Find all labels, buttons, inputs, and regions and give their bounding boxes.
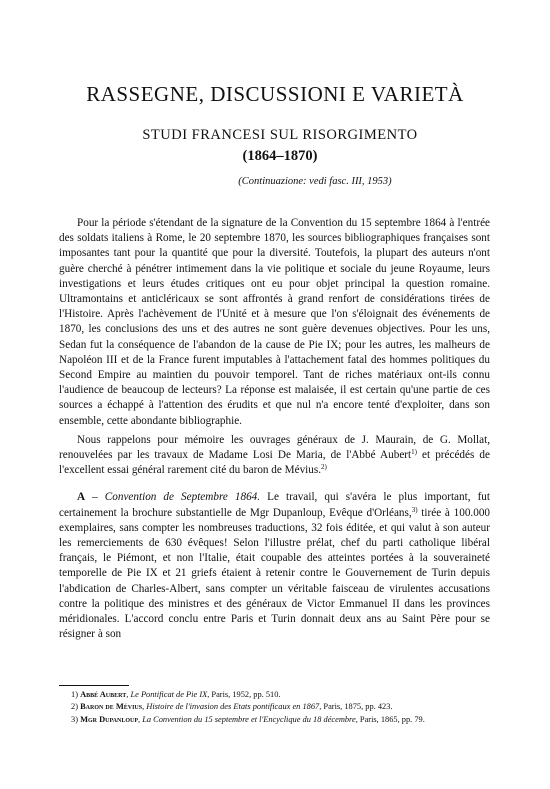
footnotes <box>59 689 490 726</box>
article-years: (1864–1870) <box>242 148 318 164</box>
footnote-1: 1) Abbé Aubert, Le Pontificat de Pie IX, Paris, 1952, pp. 510. <box>71 690 281 699</box>
paragraph-3-text-b: tirée à 100.000 exemplaires, sans compter les nombreuses traductions, 32 fois éditée, et qui valut à son auteur les remerciements de 630 évêques! Selon l'illustre prélat, chef du parti catholique libéral français, le Piémont, et non l'Italie, était coupable des atteintes portées à la souveraineté temporelle de Pie IX et 21 griefs étaient à retenir contre le Gouvernement de Turin depuis l'abdication de Charles-Albert, sans compter un véritable faisceau de virulentes accusations contre la politique des ministres et des généraux de Victor Emmanuel II dans les provinces méridionales. L'accord conclu entre Paris et Turin donnait deux ans au Saint Père pour se résigner à son <box>59 506 491 641</box>
footnote-author: Mgr Dupanloup <box>80 714 139 724</box>
footnote-work: La Convention du 15 septembre et l'Encyclique du 18 décembre <box>142 714 356 724</box>
section-letter: A <box>77 491 86 504</box>
paragraph-3 <box>59 490 490 642</box>
article-title: STUDI FRANCESI SUL RISORGIMENTO <box>142 127 418 143</box>
footnote-author: Abbé Aubert <box>80 690 127 699</box>
footnote-work: Le Pontificat de Pie IX <box>130 690 208 699</box>
footnote-details: , Paris, 1952, pp. 510. <box>207 690 281 699</box>
footnote-3: 3) Mgr Dupanloup, La Convention du 15 septembre et l'Encyclique du 18 décembre, Paris, 1865, pp. 79. <box>71 714 425 724</box>
footnote-ref-2: 2) <box>321 463 327 472</box>
section-dash: – <box>85 491 105 504</box>
footnote-number: 1) <box>71 690 78 699</box>
footnote-ref-1: 1) <box>411 448 417 457</box>
paragraph-2-text-a: Nous rappelons pour mémoire les ouvrages généraux de J. Maurain, de G. Mollat, renouvelées par les travaux de Madame Losi De Maria, de l'Abbé Aubert <box>59 433 490 462</box>
paragraph-2 <box>59 433 490 479</box>
paragraph-3-text-a: Le travail, qui s'avéra le plus important, fut certainement la brochure substantielle de Mgr Dupanloup, Evêque d'Orléans, <box>59 491 491 519</box>
footnote-details: , Paris, 1875, pp. 423. <box>319 702 393 712</box>
footnote-details: , Paris, 1865, pp. 79. <box>355 714 425 724</box>
section-heading: Convention de Septembre 1864. <box>104 491 261 504</box>
paragraph-2-text-b: et précédés de l'excellent essai général rarement cité du baron de Mévius. <box>59 449 490 477</box>
footnote-2: 2) Baron de Mévius, Histoire de l'invasion des Etats pontificaux en 1867, Paris, 1875, pp. 423. <box>71 702 393 712</box>
article-body <box>59 216 490 642</box>
continuation-note: (Continuazione: vedi fasc. III, 1953) <box>238 176 392 187</box>
footnote-work: Histoire de l'invasion des Etats pontificaux en 1867 <box>146 702 320 712</box>
paragraph-1 <box>59 216 490 429</box>
section-title: RASSEGNE, DISCUSSIONI E VARIETÀ <box>86 82 464 106</box>
footnote-number: 3) <box>71 714 78 724</box>
footnote-number: 2) <box>71 702 78 712</box>
footnote-divider <box>59 685 129 686</box>
footnote-ref-3: 3) <box>411 505 418 514</box>
paragraph-1-text: Pour la période s'étendant de la signature de la Convention du 15 septembre 1864 à l'entrée des soldats italiens à Rome, le 20 septembre 1870, les sources bibliographiques françaises sont imposantes tant pour la quantité que pour la diversité. Toutefois, la plupart des auteurs n'ont guère cherché à pénétrer intimement dans la vie politique et sociale du jeune Royaume, leurs investigations et leurs études critiques ont eu pour objet principal la question romaine. Ultramontains et anticléricaux se sont affrontés à grand renfort de considérations tirées de l'Histoire. Après l'achèvement de l'Unité et à mesure que l'on s'éloignait des événements de 1870, les conclusions des uns et des autres ne sont guère devenues objectives. Pour les uns, Sedan fut la conséquence de l'abandon de la cause de Pie IX; pour les autres, les malheurs de Napoléon III et de la France furent imputables à l'attachement fatal des hommes politiques du Second Empire au maintien du pouvoir temporel. Tant de riches matériaux ont-ils connu l'audience de beaucoup de lecteurs? La réponse est malaisée, il est certain qu'une partie de ces sources a échappé à l'attention des érudits et que nul n'a encore tenté d'exploiter, dans son ensemble, cette abondante bibliographie. <box>59 217 490 427</box>
footnote-author: Baron de Mévius <box>80 702 143 712</box>
